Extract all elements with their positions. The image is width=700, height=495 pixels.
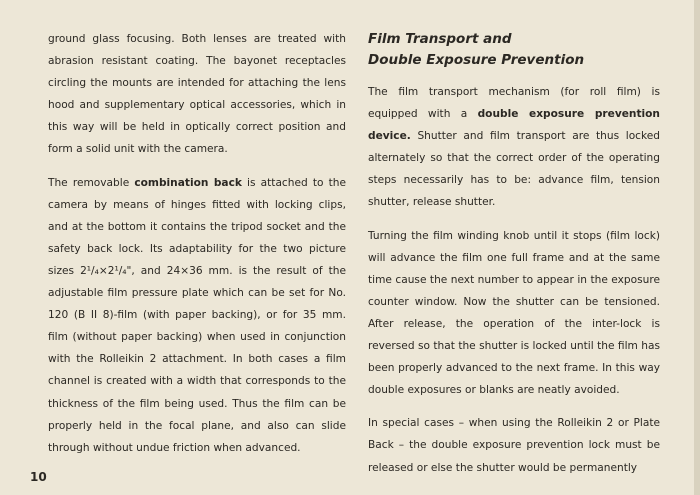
page-number: 10 bbox=[30, 470, 47, 484]
right-paragraph-2: Turning the film winding knob until it stops (film lock) will advance the film one full frame and at the same time cause the next number to appear in the exposure counter window. Now the shutter can be tensioned. After release, the operation of the inter-lock is reversed so that the shutter is locked until the film has been properly advanced to the next frame. In this way double exposures or blanks are neatly avoided. bbox=[368, 229, 660, 397]
right-paragraph-3: In special cases – when using the Rolleikin 2 or Plate Back – the double exposure prevention lock must be released or else the shutter would be permanently bbox=[368, 417, 660, 474]
left-paragraph-2-start: The removable bbox=[48, 176, 135, 189]
left-paragraph-2 bbox=[48, 172, 346, 459]
section-heading-line-1: Film Transport and bbox=[368, 31, 512, 47]
left-column bbox=[48, 28, 346, 470]
right-paragraph-1-rest: Shutter and film transport are thus locked alternately so that the correct order of the operating steps necessarily has to be: advance film, tension shutter, release shutter. bbox=[368, 130, 660, 209]
right-paragraph-1 bbox=[368, 81, 660, 214]
left-paragraph-2-rest: is attached to the camera by means of hinges fitted with locking clips, and at the bottom it contains the tripod socket and the safety back lock. Its adaptability for the two picture sizes 2¹/₄×2¹/₄", and 24×36 mm. is the result of the adjustable film pressure plate which can be set for No. 120 (B II 8)-film (with paper backing), or for 35 mm. film (without paper backing) when used in conjunction with the Rolleikin 2 attachment. In both cases a film channel is created with a width that corresponds to the thickness of the film being used. Thus the film can be properly held in the focal plane, and also can slide through without undue friction when advanced. bbox=[48, 176, 347, 454]
right-column bbox=[368, 29, 660, 490]
left-paragraph-1: ground glass focusing. Both lenses are treated with abrasion resistant coating. The bayonet receptacles circling the mounts are intended for attaching the lens hood and supplementary optical accessories, which in this way will be held in optically correct position and form a solid unit with the camera. bbox=[48, 33, 346, 156]
combination-back-term: combination back bbox=[134, 176, 242, 189]
double-exposure-device-term: double exposure prevention device. bbox=[368, 108, 660, 143]
section-heading-line-2: Double Exposure Prevention bbox=[368, 52, 585, 68]
right-paragraph-1-start: The film transport mechanism (for roll film) is equipped with a bbox=[368, 86, 660, 121]
section-heading bbox=[368, 29, 660, 71]
